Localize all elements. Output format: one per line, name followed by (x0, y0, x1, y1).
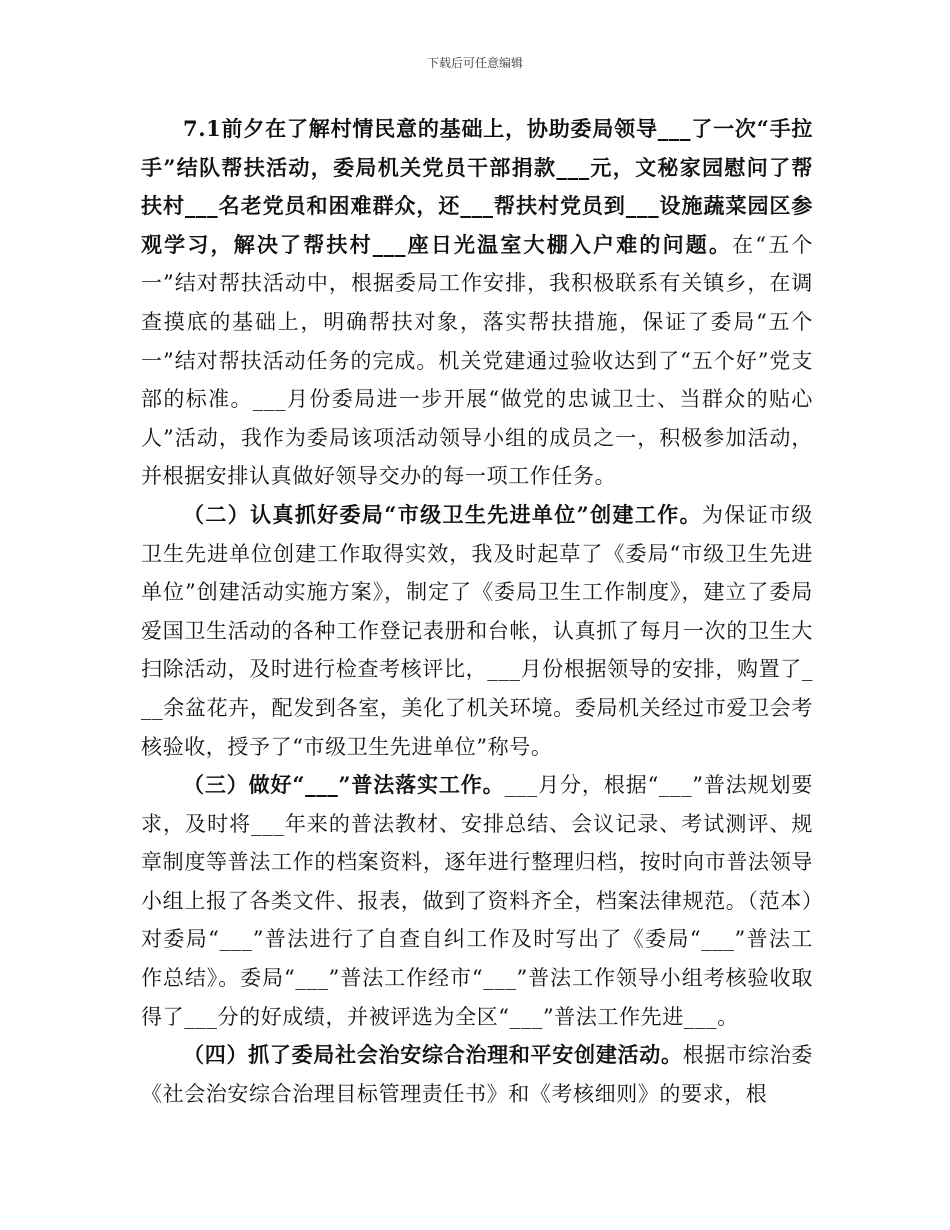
paragraph-2 (141, 496, 813, 766)
paragraph-4-body: 根据市综治委《社会治安综合治理目标管理责任书》和《考核细则》的要求，根 (141, 1043, 813, 1106)
paragraph-4 (141, 1036, 813, 1113)
page-header: 下载后可任意编辑 (426, 56, 523, 70)
paragraph-2-body: 为保证市级卫生先进单位创建工作取得实效，我及时起草了《委局“市级卫生先进单位”创建活动实施方案》，制定了《委局卫生工作制度》，建立了委局爱国卫生活动的各种工作登记表册和台帐，认真抓了每月一次的卫生大扫除活动，及时进行检查考核评比，___月份根据领导的安排，购置了___余盆花卉，配发到各室，美化了机关环境。委局机关经过市爱卫会考核验收，授予了“市级卫生先进单位”称号。 (141, 502, 813, 759)
paragraph-4-lead: （四）抓了委局社会治安综合治理和平安创建活动。 (183, 1042, 683, 1068)
paragraph-3-lead: （三）做好“___”普法落实工作。 (183, 772, 505, 798)
paragraph-3 (141, 766, 813, 1036)
document-body (141, 110, 813, 1113)
paragraph-1 (141, 110, 813, 496)
paragraph-1-lead: 7.1前夕在了解村情民意的基础上，协助委局领导___了一次“手拉手”结队帮扶活动，委局机关党员干部捐款___元，文秘家园慰问了帮扶村___名老党员和困难群众，还___帮扶村党员到___设施蔬菜园区参观学习，解决了帮扶村___座日光温室大棚入户难的问题。 (141, 116, 813, 257)
paragraph-1-body: 在“五个一”结对帮扶活动中，根据委局工作安排，我积极联系有关镇乡，在调查摸底的基础上，明确帮扶对象，落实帮扶措施，保证了委局“五个一”结对帮扶活动任务的完成。机关党建通过验收达到了“五个好”党支部的标准。___月份委局进一步开展“做党的忠诚卫士、当群众的贴心人”活动，我作为委局该项活动领导小组的成员之一，积极参加活动，并根据安排认真做好领导交办的每一项工作任务。 (141, 232, 813, 489)
paragraph-3-body: ___月分，根据“___”普法规划要求，及时将___年来的普法教材、安排总结、会议记录、考试测评、规章制度等普法工作的档案资料，逐年进行整理归档，按时向市普法领导小组上报了各类文件、报表，做到了资料齐全，档案法律规范。（范本）对委局“___”普法进行了自查自纠工作及时写出了《委局“___”普法工作总结》。委局“___”普法工作经市“___”普法工作领导小组考核验收取得了___分的好成绩，并被评选为全区“___”普法工作先进___。 (141, 773, 813, 1029)
paragraph-2-lead: （二）认真抓好委局“市级卫生先进单位”创建工作。 (183, 501, 702, 527)
